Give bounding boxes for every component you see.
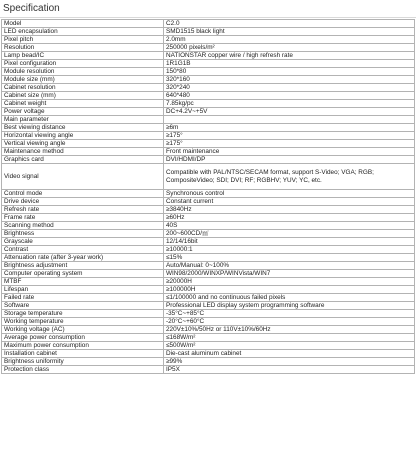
spec-key: Vertical viewing angle bbox=[2, 140, 164, 148]
spec-value: 250000 pixels/m² bbox=[164, 44, 415, 52]
table-row bbox=[2, 198, 415, 206]
spec-key: Video signal bbox=[2, 164, 164, 190]
spec-key: Software bbox=[2, 302, 164, 310]
spec-key: Refresh rate bbox=[2, 206, 164, 214]
spec-value: C2.0 bbox=[164, 20, 415, 28]
spec-value bbox=[164, 116, 415, 124]
spec-value: ≥175° bbox=[164, 132, 415, 140]
table-row bbox=[2, 156, 415, 164]
table-row bbox=[2, 214, 415, 222]
spec-key: Model bbox=[2, 20, 164, 28]
spec-value: Die-cast aluminum cabinet bbox=[164, 350, 415, 358]
spec-value: WIN98/2000/WINXP/WINVista/WIN7 bbox=[164, 270, 415, 278]
spec-key: Contrast bbox=[2, 246, 164, 254]
table-row bbox=[2, 262, 415, 270]
spec-value: ≥3840Hz bbox=[164, 206, 415, 214]
spec-value: 220V±10%/50Hz or 110V±10%/60Hz bbox=[164, 326, 415, 334]
table-row bbox=[2, 20, 415, 28]
table-row bbox=[2, 342, 415, 350]
spec-value: ≥100000H bbox=[164, 286, 415, 294]
table-row bbox=[2, 68, 415, 76]
table-row bbox=[2, 140, 415, 148]
spec-key: Control mode bbox=[2, 190, 164, 198]
table-row bbox=[2, 286, 415, 294]
spec-value: Compatible with PAL/NTSC/SECAM format, support S-Video; VGA; RGB; CompositeVideo; SDI; DVI; RF; RGBHV; YUV; YC, etc. bbox=[164, 164, 415, 190]
spec-value: 150*80 bbox=[164, 68, 415, 76]
spec-value: 12/14/16bit bbox=[164, 238, 415, 246]
spec-key: Pixel configuration bbox=[2, 60, 164, 68]
table-row bbox=[2, 60, 415, 68]
spec-value: ≥20000H bbox=[164, 278, 415, 286]
table-row bbox=[2, 366, 415, 374]
spec-key: Pixel pitch bbox=[2, 36, 164, 44]
spec-key: Working temperature bbox=[2, 318, 164, 326]
spec-value: Constant current bbox=[164, 198, 415, 206]
table-row bbox=[2, 92, 415, 100]
spec-key: Attenuation rate (after 3-year work) bbox=[2, 254, 164, 262]
spec-value: 640*480 bbox=[164, 92, 415, 100]
table-row bbox=[2, 350, 415, 358]
table-row bbox=[2, 358, 415, 366]
spec-value: 320*160 bbox=[164, 76, 415, 84]
spec-key: Brightness bbox=[2, 230, 164, 238]
table-row bbox=[2, 318, 415, 326]
table-row bbox=[2, 76, 415, 84]
spec-key: Storage temperature bbox=[2, 310, 164, 318]
table-row bbox=[2, 124, 415, 132]
spec-key: Grayscale bbox=[2, 238, 164, 246]
table-row bbox=[2, 254, 415, 262]
spec-value: Front maintenance bbox=[164, 148, 415, 156]
spec-key: Maintenance method bbox=[2, 148, 164, 156]
spec-value: ≤500W/m² bbox=[164, 342, 415, 350]
spec-key: Best viewing distance bbox=[2, 124, 164, 132]
table-row bbox=[2, 108, 415, 116]
spec-value: ≤168W/m² bbox=[164, 334, 415, 342]
spec-key: Protection class bbox=[2, 366, 164, 374]
spec-key: Lamp bead/IC bbox=[2, 52, 164, 60]
spec-value: 320*240 bbox=[164, 84, 415, 92]
spec-key: Cabinet resolution bbox=[2, 84, 164, 92]
spec-value: 2.0mm bbox=[164, 36, 415, 44]
spec-value: DVI/HDMI/DP bbox=[164, 156, 415, 164]
spec-key: LED encapsulation bbox=[2, 28, 164, 36]
spec-key: Installation cabinet bbox=[2, 350, 164, 358]
table-row bbox=[2, 44, 415, 52]
spec-value: ≥99% bbox=[164, 358, 415, 366]
spec-value: 40S bbox=[164, 222, 415, 230]
table-row bbox=[2, 246, 415, 254]
table-row bbox=[2, 294, 415, 302]
table-row bbox=[2, 28, 415, 36]
section-heading: Specification bbox=[0, 0, 416, 18]
table-row bbox=[2, 132, 415, 140]
spec-value: 1R1G1B bbox=[164, 60, 415, 68]
spec-key: Horizontal viewing angle bbox=[2, 132, 164, 140]
table-row bbox=[2, 334, 415, 342]
spec-value: -20°C~+60°C bbox=[164, 318, 415, 326]
spec-key: Frame rate bbox=[2, 214, 164, 222]
spec-key: Failed rate bbox=[2, 294, 164, 302]
spec-table-body bbox=[2, 20, 415, 374]
spec-value: NATIONSTAR copper wire / high refresh rate bbox=[164, 52, 415, 60]
spec-value: ≤15% bbox=[164, 254, 415, 262]
spec-key: Module resolution bbox=[2, 68, 164, 76]
spec-key: Scanning method bbox=[2, 222, 164, 230]
spec-value: Professional LED display system programming software bbox=[164, 302, 415, 310]
spec-value: DC+4.2V~+5V bbox=[164, 108, 415, 116]
table-row bbox=[2, 190, 415, 198]
spec-value: SMD1515 black light bbox=[164, 28, 415, 36]
spec-value: Synchronous control bbox=[164, 190, 415, 198]
table-row bbox=[2, 222, 415, 230]
spec-value: ≥175° bbox=[164, 140, 415, 148]
spec-value: IP5X bbox=[164, 366, 415, 374]
table-row bbox=[2, 36, 415, 44]
table-row bbox=[2, 278, 415, 286]
table-row bbox=[2, 302, 415, 310]
table-row bbox=[2, 148, 415, 156]
spec-value: -35°C~+85°C bbox=[164, 310, 415, 318]
spec-key: Working voltage (AC) bbox=[2, 326, 164, 334]
spec-key: Resolution bbox=[2, 44, 164, 52]
spec-key: Module size (mm) bbox=[2, 76, 164, 84]
spec-value: ≤1/100000 and no continuous failed pixels bbox=[164, 294, 415, 302]
spec-key: Brightness uniformity bbox=[2, 358, 164, 366]
table-row bbox=[2, 100, 415, 108]
table-row bbox=[2, 310, 415, 318]
table-row bbox=[2, 270, 415, 278]
spec-key: Maximum power consumption bbox=[2, 342, 164, 350]
table-row bbox=[2, 238, 415, 246]
spec-value: Auto/Manual: 0~100% bbox=[164, 262, 415, 270]
spec-value: 7.85kg/pc bbox=[164, 100, 415, 108]
spec-key: Computer operating system bbox=[2, 270, 164, 278]
table-row bbox=[2, 52, 415, 60]
spec-key: Cabinet weight bbox=[2, 100, 164, 108]
table-row bbox=[2, 326, 415, 334]
spec-key: Cabinet size (mm) bbox=[2, 92, 164, 100]
spec-key: Graphics card bbox=[2, 156, 164, 164]
spec-key: Lifespan bbox=[2, 286, 164, 294]
spec-value: ≥10000:1 bbox=[164, 246, 415, 254]
table-row bbox=[2, 164, 415, 190]
spec-key: Power voltage bbox=[2, 108, 164, 116]
table-row bbox=[2, 116, 415, 124]
spec-key: Main parameter bbox=[2, 116, 164, 124]
spec-key: Brightness adjustment bbox=[2, 262, 164, 270]
spec-key: Average power consumption bbox=[2, 334, 164, 342]
spec-value: ≥6m bbox=[164, 124, 415, 132]
spec-value: ≥60Hz bbox=[164, 214, 415, 222]
table-row bbox=[2, 206, 415, 214]
spec-key: MTBF bbox=[2, 278, 164, 286]
spec-table bbox=[1, 19, 415, 374]
spec-key: Drive device bbox=[2, 198, 164, 206]
table-row bbox=[2, 230, 415, 238]
spec-value: 200~600CD/㎡ bbox=[164, 230, 415, 238]
table-row bbox=[2, 84, 415, 92]
